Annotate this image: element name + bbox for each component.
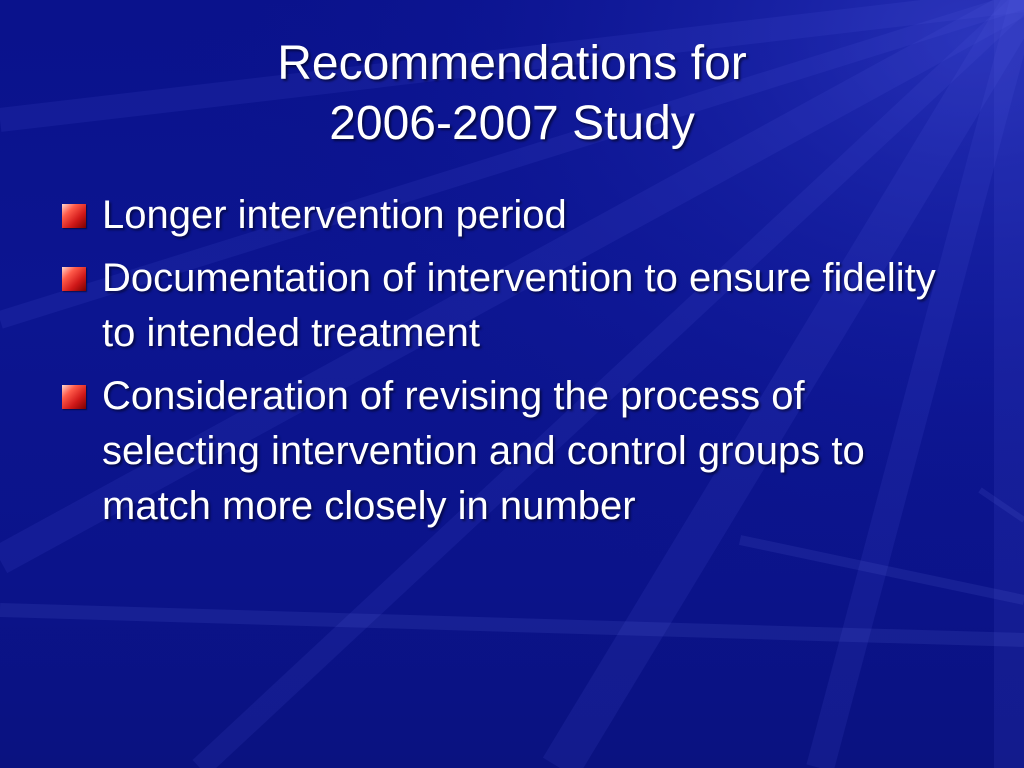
bullet-list bbox=[62, 188, 962, 542]
red-square-bullet-icon bbox=[62, 204, 86, 228]
red-square-bullet-icon bbox=[62, 385, 86, 409]
bullet-text: Longer intervention period bbox=[102, 193, 567, 237]
slide-title-line-1: Recommendations for bbox=[277, 37, 747, 90]
slide-title bbox=[0, 34, 1024, 154]
bullet-text: Documentation of intervention to ensure fidelity to intended treatment bbox=[102, 256, 936, 355]
bullet-item bbox=[62, 188, 962, 243]
bullet-item bbox=[62, 251, 962, 361]
red-square-bullet-icon bbox=[62, 267, 86, 291]
slide-title-line-2: 2006-2007 Study bbox=[329, 97, 695, 150]
bullet-item bbox=[62, 369, 962, 534]
bullet-text: Consideration of revising the process of selecting intervention and control groups to match more closely in number bbox=[102, 374, 865, 528]
